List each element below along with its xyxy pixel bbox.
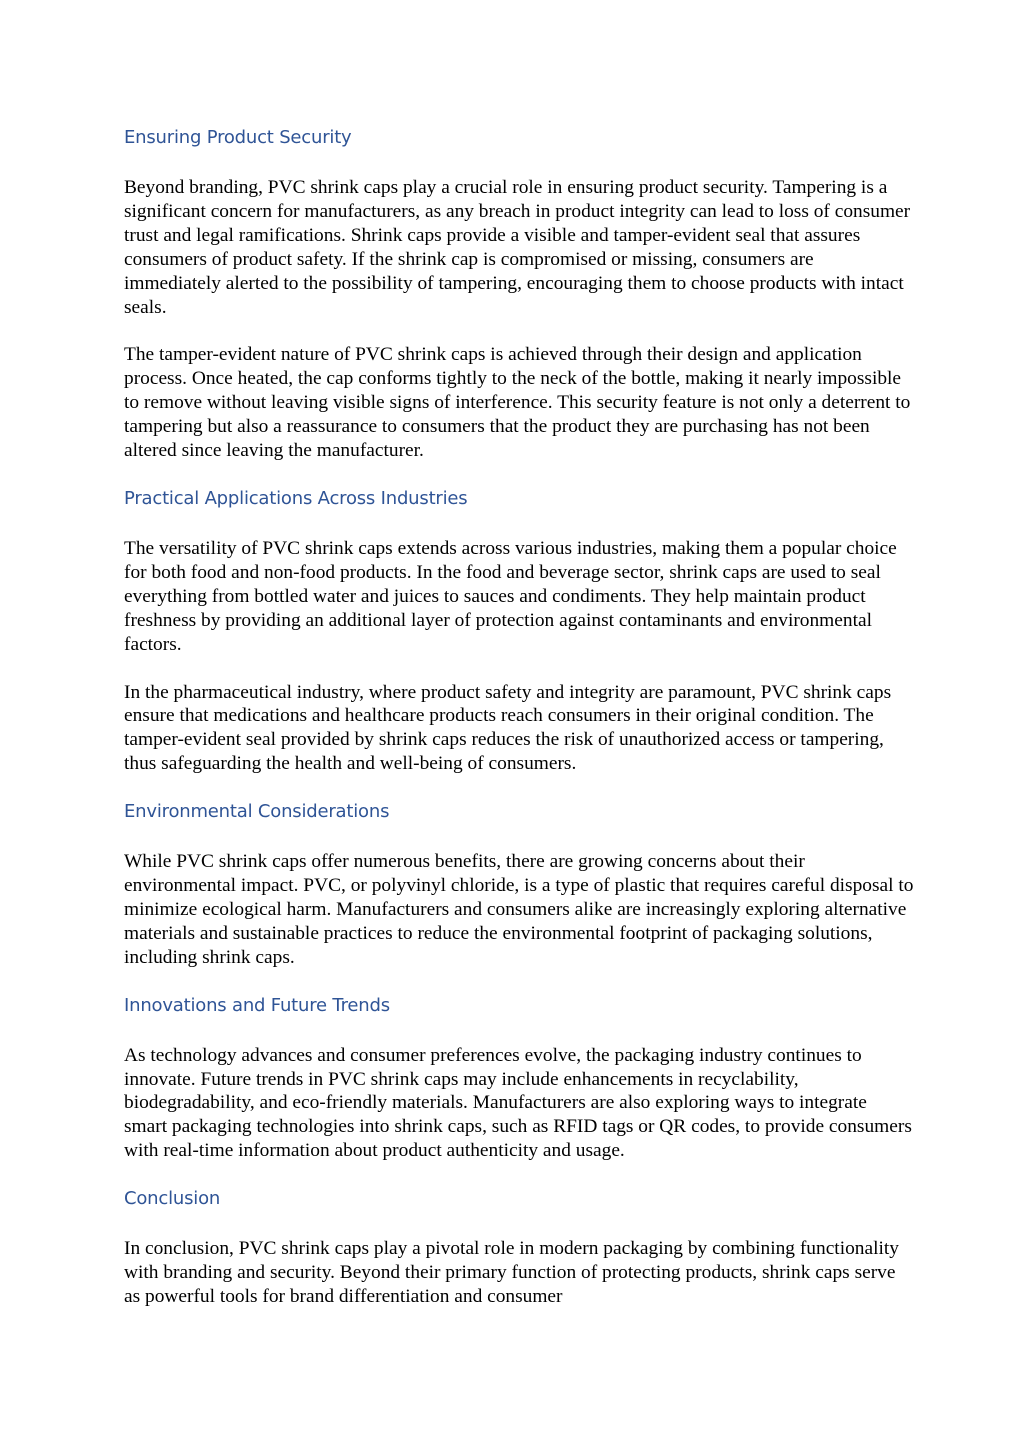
paragraph: The tamper-evident nature of PVC shrink caps is achieved through their design and application process. Once heated, the cap conforms tightly to the neck of the bottle, making it nearly impossible to remove without leaving visible signs of interference. This security feature is not only a deterrent to tampering but also a reassurance to consumers that the product they are purchasing has not been altered since leaving the manufacturer. [124,344,911,462]
paragraph: Beyond branding, PVC shrink caps play a crucial role in ensuring product security. Tampering is a significant concern for manufacturers, as any breach in product integrity can lead to loss of consumer trust and legal ramifications. Shrink caps provide a visible and tamper-evident seal that assures consumers of product safety. If the shrink cap is compromised or missing, consumers are immediately alerted to the possibility of tampering, encouraging them to choose products with intact seals. [124,177,911,318]
paragraph: In the pharmaceutical industry, where product safety and integrity are paramount, PVC shrink caps ensure that medications and healthcare products reach consumers in their original condition. The tamper-evident seal provided by shrink caps reduces the risk of unauthorized access or tampering, thus safeguarding the health and well-being of consumers. [124,681,892,775]
section-heading: Innovations and Future Trends [124,994,390,1016]
section-heading: Environmental Considerations [124,801,390,823]
section-heading: Conclusion [124,1188,221,1210]
paragraph: As technology advances and consumer preferences evolve, the packaging industry continues to innovate. Future trends in PVC shrink caps may include enhancements in recyclability, biodegradability, and eco-friendly materials. Manufacturers are also exploring ways to integrate smart packaging technologies into shrink caps, such as RFID tags or QR codes, to provide consumers with real-time information about product authenticity and usage. [124,1044,912,1162]
paragraph: The versatility of PVC shrink caps extends across various industries, making them a popular choice for both food and non-food products. In the food and beverage sector, shrink caps are used to seal everything from bottled water and juices to sauces and condiments. They help maintain product freshness by providing an additional layer of protection against contaminants and environmental factors. [124,537,897,655]
paragraph: While PVC shrink caps offer numerous benefits, there are growing concerns about their environmental impact. PVC, or polyvinyl chloride, is a type of plastic that requires careful disposal to minimize ecological harm. Manufacturers and consumers alike are increasingly exploring alternative materials and sustainable practices to reduce the environmental footprint of packaging solutions, including shrink caps. [124,851,914,968]
paragraph: In conclusion, PVC shrink caps play a pivotal role in modern packaging by combining functionality with branding and security. Beyond their primary function of protecting products, shrink caps serve as powerful tools for brand differentiation and consumer [124,1238,899,1307]
document-body [124,126,914,1333]
section-heading: Ensuring Product Security [124,127,352,148]
section-heading: Practical Applications Across Industries [124,487,468,509]
